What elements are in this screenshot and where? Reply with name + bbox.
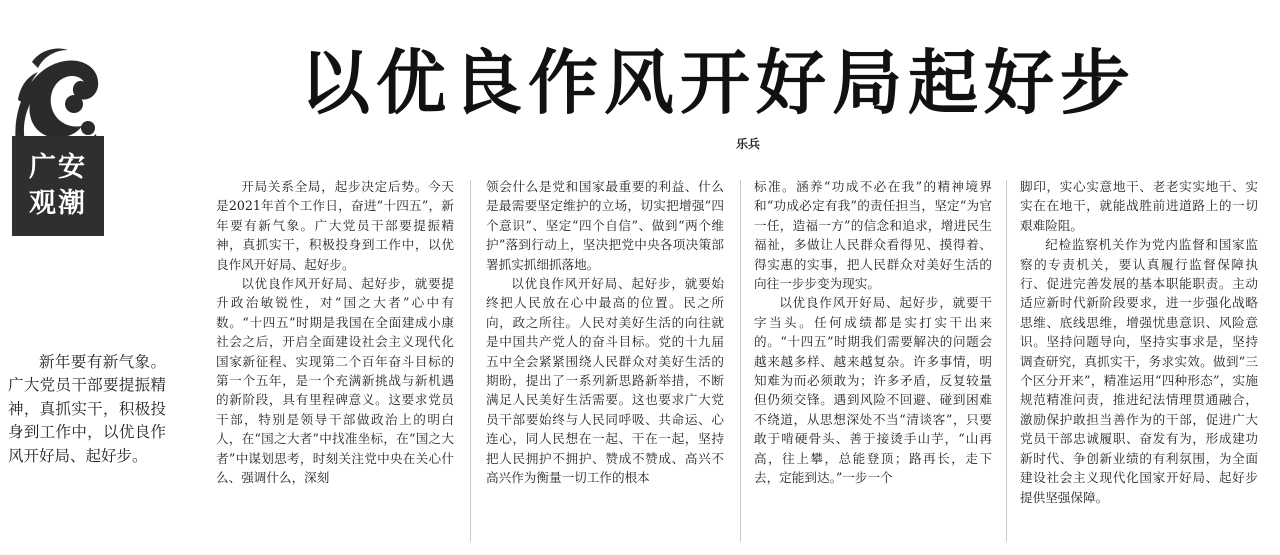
column-tag-line2: 观潮 [29,188,87,219]
article-column-3 [754,177,992,547]
column-tag [12,136,104,236]
paragraph: 开局关系全局，起步决定后势。今天是2021年首个工作日，奋进“十四五”，新年要有新气象。广大党员干部要提振精神，真抓实干，积极投身到工作中，以优良作风开好局、起好步。 [216,179,454,272]
column-divider [470,180,471,542]
paragraph: 领会什么是党和国家最重要的利益、什么是最需要坚定维护的立场，切实把增强“四个意识”、坚定“四个自信”、做到“两个维护”落到行动上，坚决把党中央各项决策部署抓实抓细抓落地。 [486,179,724,272]
article-column-4 [1020,177,1258,547]
column-tag-line1: 广安 [29,152,87,183]
article-column-2 [486,177,724,547]
column-divider [740,180,741,542]
author-byline: 乐兵 [735,137,760,151]
paragraph: 标准。涵养“功成不必在我”的精神境界和“功成必定有我”的责任担当，坚定“为官一任，造福一方”的信念和追求，增进民生福祉，多做让人民群众看得见、摸得着、得实惠的实事，把人民群众对美好生活的向往一步步变为现实。 [754,179,992,292]
article-column-1 [216,177,454,547]
paragraph: 脚印，实心实意地干、老老实实地干、实实在在地干，就能战胜前进道路上的一切艰难险阻。 [1020,179,1258,233]
paragraph: 以优良作风开好局、起好步，就要干字当头。任何成绩都是实打实干出来的。“十四五”时期我们需要解决的问题会越来越多样、越来越复杂。许多事情，明知难为而必须敢为；许多矛盾，反复较量但仍须交锋。遇到风险不回避、碰到困难不绕道，从思想深处不当“清谈客”，只要敢于啃硬骨头、善于接烫手山芋，“山再高，往上攀，总能登顶；路再长，走下去，定能到达。”一步一个 [754,295,992,486]
paragraph: 纪检监察机关作为党内监督和国家监察的专责机关，要认真履行监督保障执行、促进完善发展的基本职能职责。主动适应新时代新阶段要求，进一步强化战略思维、底线思维，增强忧患意识、风险意识。坚持问题导向，坚持实事求是，坚持调查研究，真抓实干，务求实效。做到“三个区分开来”，精准运用“四种形态”，实施规范精准问责，推进纪法情理贯通融合，激励保护敢担当善作为的干部，促进广大党员干部忠诚履职、奋发有为，形成建功新时代、争创新业绩的有利氛围，为全面建设社会主义现代化国家开好局、起好步提供坚强保障。 [1020,237,1258,505]
summary-lead: 新年要有新气象。广大党员干部要提振精神，真抓实干，积极投身到工作中，以优良作风开好局、起好步。 [8,352,166,465]
column-divider [1006,180,1007,542]
paragraph: 以优良作风开好局、起好步，就要始终把人民放在心中最高的位置。民之所向，政之所往。人民对美好生活的向往就是中国共产党人的奋斗目标。党的十九届五中全会紧紧围绕人民群众对美好生活的期盼，提出了一系列新思路新举措，不断满足人民美好生活需要。这也要求广大党员干部要始终与人民同呼吸、共命运、心连心，同人民想在一起、干在一起，坚持把人民拥护不拥护、赞成不赞成、高兴不高兴作为衡量一切工作的根本 [486,276,724,486]
headline: 以优良作风开好局起好步 [300,41,1136,124]
paragraph: 以优良作风开好局、起好步，就要提升政治敏锐性，对“国之大者”心中有数。“十四五”时期是我国在全面建成小康社会之后，开启全面建设社会主义现代化国家新征程、实现第二个百年奋斗目标的第一个五年，是一个充满新挑战与新机遇的新阶段，具有里程碑意义。这要求党员干部，特别是领导干部做政治上的明白人，在“国之大者”中找准坐标，在“国之大者”中谋划思考，时刻关注党中央在关心什么、强调什么，深刻 [216,276,454,486]
